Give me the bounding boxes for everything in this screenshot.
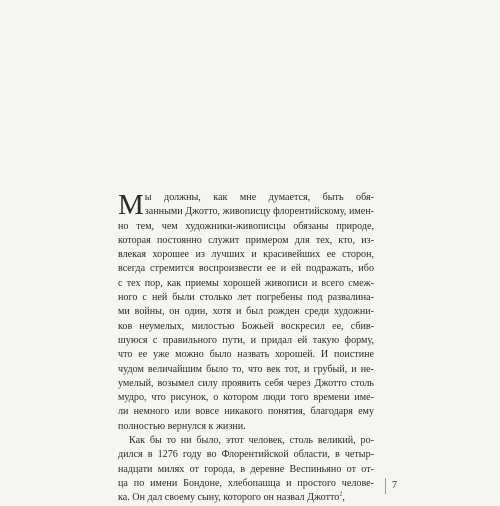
text-line: всегда стремится воспроизвести ее и ей подражать, ибо <box>118 263 374 275</box>
text-line: Как бы то ни было, этот человек, столь великий, ро- <box>129 435 374 447</box>
text-line: что ее уже можно было назвать хорошей. И поистине <box>118 349 374 361</box>
text-line: надцати милях от города, в деревне Веспиньяно от от- <box>118 463 374 475</box>
footnote-mark[interactable]: 2 <box>339 491 343 498</box>
text-line: которая постоянно служит примером для тех, кто, из- <box>118 234 374 246</box>
paragraph-1 <box>118 191 374 434</box>
text-line: умелый, возымел силу проявить себя через Джотто столь <box>118 377 374 389</box>
text-line: мудро, что рисунок, о котором люди того времени име- <box>118 392 374 404</box>
text-line: шуюся с правильного пути, и придал ей такую форму, <box>118 334 374 346</box>
text-line: с тех пор, как приемы хорошей живописи и всего смеж- <box>118 277 374 289</box>
page-number: 7 <box>392 480 397 491</box>
text-line: дился в 1276 году во Флорентийской области, в четыр- <box>118 449 374 461</box>
text-line: ного с ней были столько лет погребены под развалина- <box>118 292 374 304</box>
text-line-tail: , <box>342 492 345 504</box>
text-line: ца по имени Бондоне, хлебопашца и простого челове- <box>118 477 374 489</box>
text-line: ы должны, как мне думается, быть обя- <box>144 192 374 203</box>
text-line: полностью вернулся к жизни. <box>118 420 246 432</box>
page-number-rule <box>385 478 386 494</box>
text-line: ли немного или вовсе никакого понятия, благодаря ему <box>118 406 374 418</box>
drop-cap: М <box>118 189 144 221</box>
text-line: занными Джотто, живописцу флорентийскому, имен- <box>144 206 374 218</box>
text-line: чудом величайшим было то, что век тот, и грубый, и не- <box>118 363 374 375</box>
text-line: ков неумелых, милостью Божьей воскресил ее, сбив- <box>118 320 374 332</box>
text-line: ми войны, он один, хотя и был рожден среди художни- <box>118 306 374 318</box>
text-line-with-footnote <box>118 491 374 505</box>
text-line-content: ка. Он дал своему сыну, которого он назвал Джотто <box>118 492 340 504</box>
text-line: влекая хорошее из лучших и красивейших ее сторон, <box>118 249 374 261</box>
body-text <box>118 191 374 506</box>
text-line: но тем, чем художники-живописцы обязаны природе, <box>118 220 374 232</box>
paragraph-2 <box>118 434 374 505</box>
